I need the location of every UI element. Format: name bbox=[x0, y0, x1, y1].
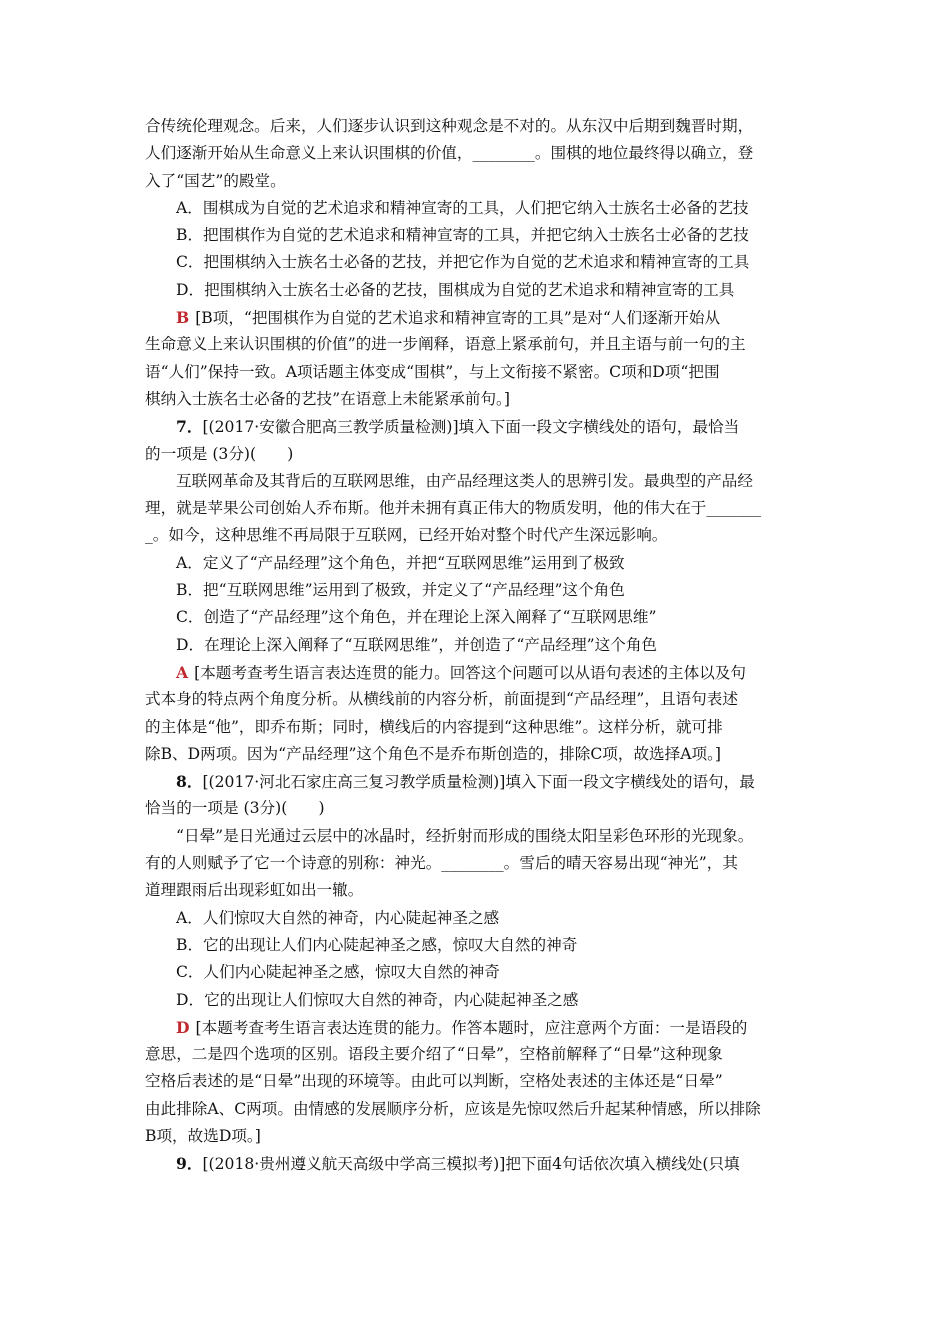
q6-passage-line: 合传统伦理观念。后来，人们逐步认识到这种观念是不对的。从东汉中后期到魏晋时期， bbox=[145, 117, 754, 135]
q7-number: 7． bbox=[176, 417, 203, 437]
q6-explanation-line: 生命意义上来认识围棋的价值”的进一步阐释，语意上紧承前句，并且主语与前一句的主 bbox=[145, 335, 746, 354]
q8-number: 8． bbox=[176, 772, 203, 792]
q8-passage-line: “日晕”是日光通过云层中的冰晶时，经折射而形成的围绕太阳呈彩色环形的光现象。 bbox=[176, 826, 754, 845]
q7-explanation-line: 式本身的特点两个角度分析。从横线前的内容分析，前面提到“产品经理”，且语句表述 bbox=[145, 690, 738, 709]
q6-option-a: A．围棋成为自觉的艺术追求和精神宣寄的工具，人们把它纳入士族名士必备的艺技 bbox=[176, 198, 749, 217]
q7-option-a: A．定义了“产品经理”这个角色，并把“互联网思维”运用到了极致 bbox=[176, 553, 625, 572]
q8-explanation-line: 由此排除A、C两项。由情感的发展顺序分析，应该是先惊叹然后升起某种情感，所以排除 bbox=[145, 1099, 761, 1118]
q7-passage-line: 互联网革命及其背后的互联网思维，由产品经理这类人的思辨引发。最典型的产品经 bbox=[176, 471, 753, 490]
q7-explanation-line: 的主体是“他”，即乔布斯；同时，横线后的内容提到“这种思维”。这样分析，就可排 bbox=[145, 717, 723, 736]
q6-explanation-line: B [B项，“把围棋作为自觉的艺术追求和精神宣寄的工具”是对“人们逐渐开始从 bbox=[176, 308, 721, 328]
q7-passage-line: 理，就是苹果公司创始人乔布斯。他并未拥有真正伟大的物质发明，他的伟大在于_______ bbox=[145, 499, 761, 518]
q7-option-d: D．在理论上深入阐释了“互联网思维”，并创造了“产品经理”这个角色 bbox=[176, 635, 658, 654]
q7-answer: A bbox=[176, 662, 189, 682]
q6-explanation-line: 语“人们”保持一致。A项话题主体变成“围棋”，与上文衔接不紧密。C项和D项“把围 bbox=[145, 362, 720, 381]
q7-passage-line: _。如今，这种思维不再局限于互联网，已经开始对整个时代产生深远影响。 bbox=[145, 526, 668, 545]
q7-explanation-line: A [本题考查考生语言表达连贯的能力。回答这个问题可以从语句表述的主体以及句 bbox=[176, 662, 746, 682]
q6-explanation-line: 棋纳入士族名士必备的艺技”在语意上未能紧承前句。] bbox=[145, 389, 510, 408]
q8-explanation-line: 空格后表述的是“日晕”出现的环境等。由此可以判断，空格处表述的主体还是“日晕” bbox=[145, 1072, 723, 1091]
q8-passage-line: 有的人则赋予了它一个诗意的别称：神光。________。雪后的晴天容易出现“神光”，其 bbox=[145, 854, 738, 873]
q6-option-c: C．把围棋纳入士族名士必备的艺技，并把它作为自觉的艺术追求和精神宣寄的工具 bbox=[176, 253, 750, 272]
q8-explanation-line: B项，故选D项。] bbox=[145, 1126, 261, 1145]
q8-answer: D bbox=[176, 1017, 190, 1037]
q7-option-b: B．把“互联网思维”运用到了极致，并定义了“产品经理”这个角色 bbox=[176, 581, 625, 600]
q9-stem-line: 9．[(2018·贵州遵义航天高级中学高三模拟考)]把下面4句话依次填入横线处(只填 bbox=[176, 1154, 740, 1174]
q7-stem-line: 7．[(2017·安徽合肥高三教学质量检测)]填入下面一段文字横线处的语句，最恰当 bbox=[176, 417, 740, 437]
q8-option-b: B．它的出现让人们内心陡起神圣之感，惊叹大自然的神奇 bbox=[176, 935, 578, 954]
q6-passage-line: 入了“国艺”的殿堂。 bbox=[145, 171, 286, 190]
q7-explanation-line: 除B、D两项。因为“产品经理”这个角色不是乔布斯创造的，排除C项，故选择A项。] bbox=[145, 744, 721, 763]
q6-option-b: B．把围棋作为自觉的艺术追求和精神宣寄的工具，并把它纳入士族名士必备的艺技 bbox=[176, 226, 749, 245]
q8-option-a: A．人们惊叹大自然的神奇，内心陡起神圣之感 bbox=[176, 908, 500, 927]
q8-passage-line: 道理跟雨后出现彩虹如出一辙。 bbox=[145, 881, 364, 900]
q8-option-d: D．它的出现让人们惊叹大自然的神奇，内心陡起神圣之感 bbox=[176, 990, 579, 1009]
q8-option-c: C．人们内心陡起神圣之感，惊叹大自然的神奇 bbox=[176, 963, 500, 982]
q7-option-c: C．创造了“产品经理”这个角色，并在理论上深入阐释了“互联网思维” bbox=[176, 608, 657, 627]
q8-explanation-line: 意思，二是四个选项的区别。语段主要介绍了“日晕”，空格前解释了“日晕”这种现象 bbox=[145, 1045, 723, 1064]
q8-stem-line: 恰当的一项是 (3分)( ) bbox=[145, 799, 325, 818]
document-page bbox=[145, 113, 810, 1178]
q6-option-d: D．把围棋纳入士族名士必备的艺技，围棋成为自觉的艺术追求和精神宣寄的工具 bbox=[176, 280, 735, 299]
q6-passage-line: 人们逐渐开始从生命意义上来认识围棋的价值，________。围棋的地位最终得以确立，登 bbox=[145, 144, 754, 163]
q9-number: 9． bbox=[176, 1154, 203, 1174]
q8-stem-line: 8．[(2017·河北石家庄高三复习教学质量检测)]填入下面一段文字横线处的语句，最 bbox=[176, 772, 755, 792]
q7-stem-line: 的一项是 (3分)( ) bbox=[145, 444, 294, 463]
q8-explanation-line: D [本题考查考生语言表达连贯的能力。作答本题时，应注意两个方面：一是语段的 bbox=[176, 1017, 748, 1037]
q6-answer: B bbox=[176, 308, 190, 328]
